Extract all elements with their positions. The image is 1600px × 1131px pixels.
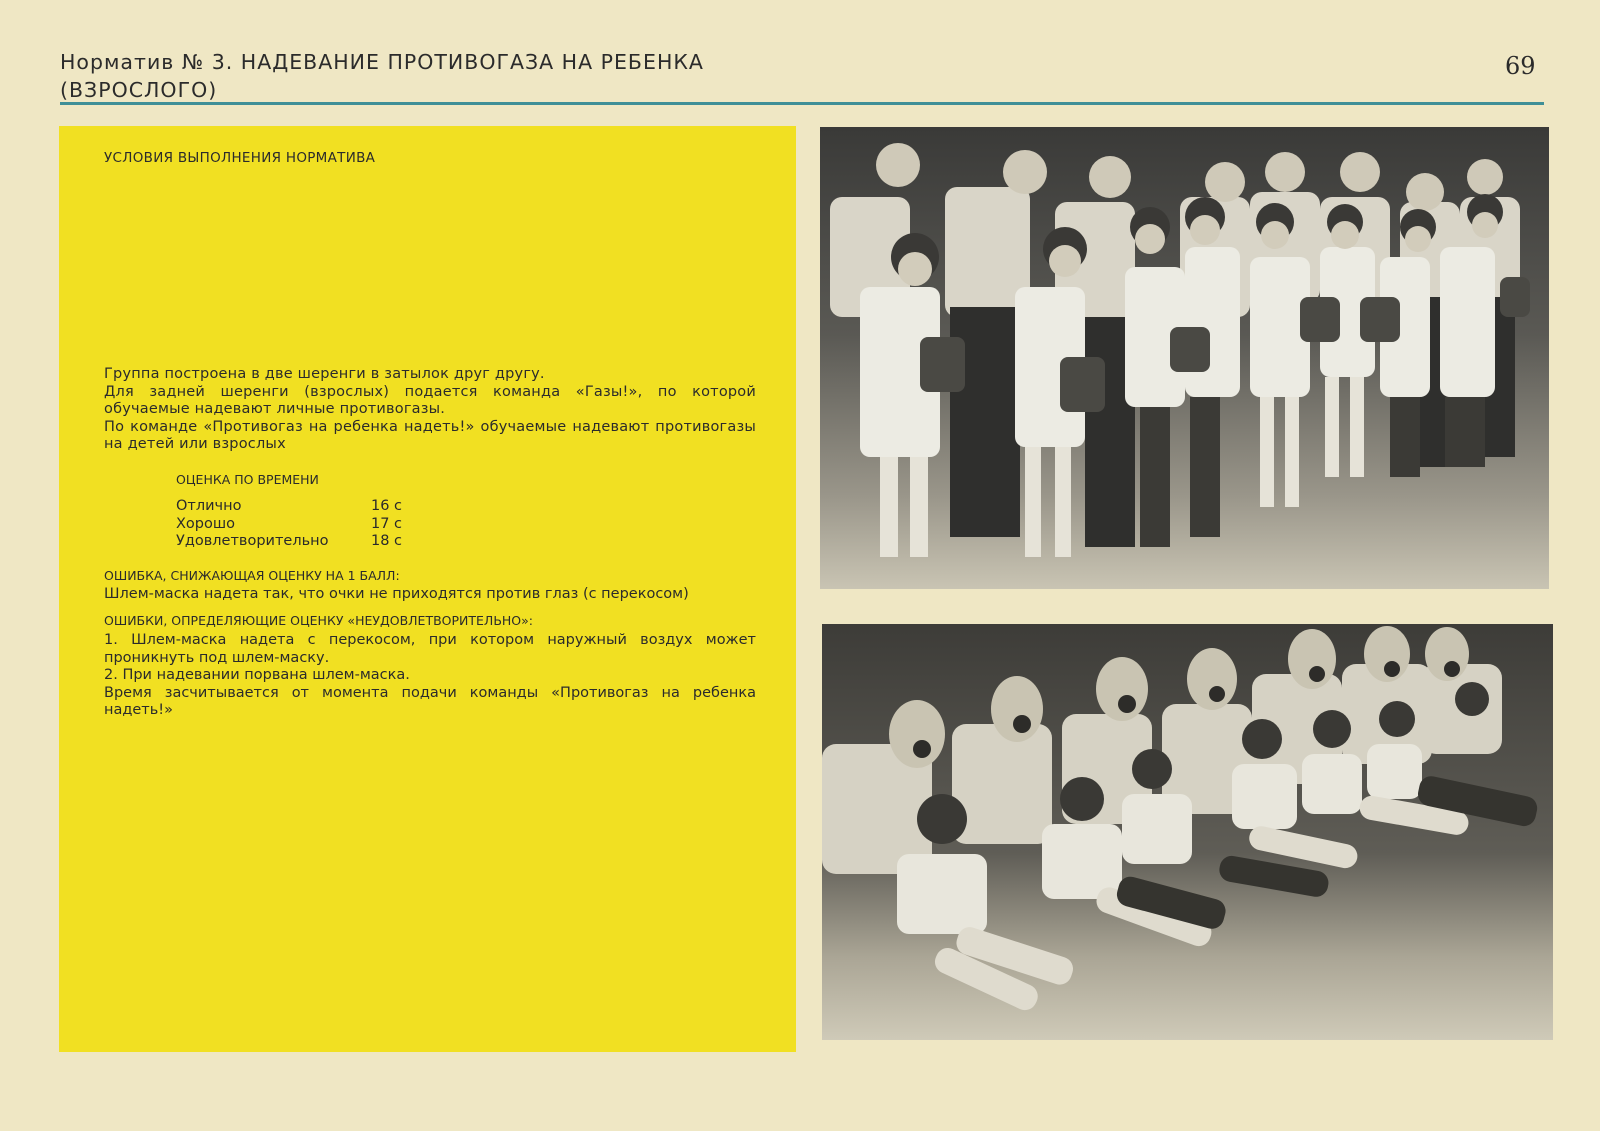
photo-standing-group	[820, 127, 1549, 589]
minor-error-text: Шлем-маска надета так, что очки не приходятся против глаз (с перекосом)	[104, 586, 689, 602]
fail-error-title: ОШИБКИ, ОПРЕДЕЛЯЮЩИЕ ОЦЕНКУ «НЕУДОВЛЕТВОРИТЕЛЬНО»:	[104, 613, 534, 628]
grading-table	[176, 498, 402, 551]
grade-label: Удовлетворительно	[176, 533, 329, 549]
grade-value: 16 с	[371, 498, 403, 514]
fail-error-item: 2. При надевании порвана шлем-маска.	[104, 667, 410, 683]
conditions-text	[104, 366, 756, 454]
fail-error-item: 1. Шлем-маска надета с перекосом, при котором наружный воздух может проникнуть под шлем-маску.	[104, 632, 756, 666]
minor-error-title: ОШИБКА, СНИЖАЮЩАЯ ОЦЕНКУ НА 1 БАЛЛ:	[104, 568, 400, 583]
fail-error-list	[104, 632, 756, 720]
grade-label: Отлично	[176, 498, 242, 514]
header-divider	[60, 102, 1544, 105]
grading-title: ОЦЕНКА ПО ВРЕМЕНИ	[176, 472, 319, 487]
grade-row	[176, 533, 402, 551]
conditions-panel	[59, 126, 796, 1052]
conditions-paragraph: Для задней шеренги (взрослых) подается команда «Газы!», по которой обучаемые надевают личные противогазы.	[104, 383, 756, 417]
photo-gas-mask-group	[822, 624, 1553, 1040]
grade-label: Хорошо	[176, 515, 236, 532]
grade-value: 17 с	[371, 515, 403, 532]
conditions-paragraph: По команде «Противогаз на ребенка надеть!» обучаемые надевают противогазы на детей или взрослых	[104, 418, 756, 452]
grade-row	[176, 498, 402, 516]
grade-row	[176, 516, 402, 534]
fail-error-item: Время засчитывается от момента подачи команды «Противогаз на ребенка надеть!»	[104, 684, 756, 718]
conditions-paragraph: Группа построена в две шеренги в затылок друг другу.	[104, 366, 545, 382]
page-title: Норматив № 3. НАДЕВАНИЕ ПРОТИВОГАЗА НА РЕБЕНКА (ВЗРОСЛОГО)	[60, 50, 704, 102]
conditions-title: УСЛОВИЯ ВЫПОЛНЕНИЯ НОРМАТИВА	[104, 150, 376, 166]
page-number: 69	[1505, 52, 1536, 80]
grade-value: 18 с	[371, 533, 403, 549]
